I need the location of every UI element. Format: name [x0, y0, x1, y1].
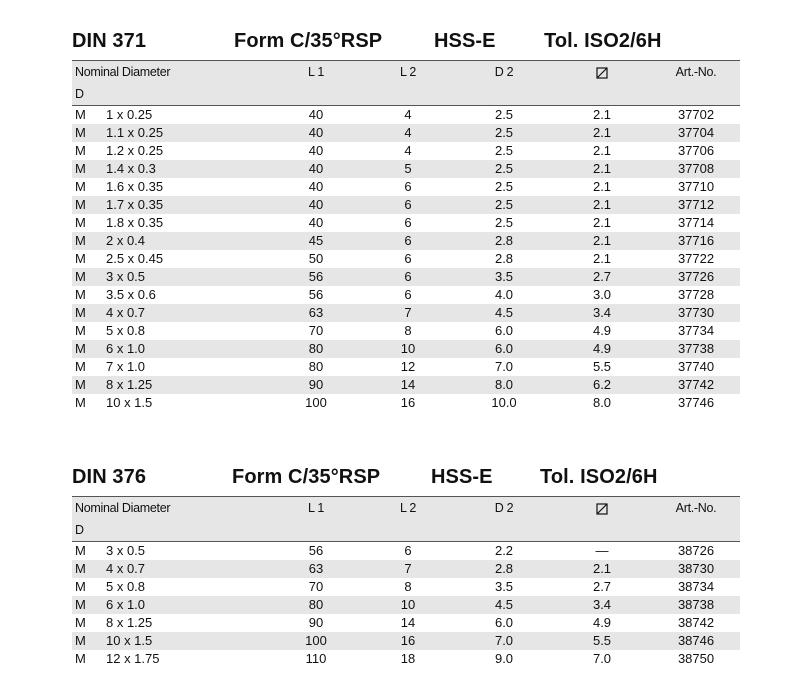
square-value: 2.1 [552, 196, 652, 214]
nominal-size: 1 x 0.25 [106, 107, 153, 122]
l2-value: 5 [360, 160, 456, 178]
thread-prefix: M [75, 323, 86, 338]
table-row [72, 394, 740, 412]
thread-prefix: M [75, 395, 86, 410]
thread-prefix: M [72, 268, 106, 286]
nominal-size: 10 x 1.5 [106, 632, 226, 650]
thread-prefix: M [72, 232, 106, 250]
art-no-value: 38734 [677, 579, 715, 594]
table-header-row [72, 497, 740, 520]
din371-table [72, 60, 740, 412]
l2-value: 6 [360, 196, 456, 214]
l1-value: 90 [308, 615, 324, 630]
l2-header: L 2 [360, 497, 456, 520]
l1-value: 100 [272, 632, 360, 650]
table-row [72, 358, 740, 376]
table-header-row [72, 61, 740, 84]
thread-prefix: M [75, 179, 86, 194]
art-no-header: Art.-No. [652, 61, 740, 84]
thread-prefix: M [75, 251, 86, 266]
art-no-value: 37708 [652, 160, 740, 178]
square-value: 7.0 [592, 651, 612, 666]
d2-value: 2.8 [456, 560, 552, 578]
table-row [72, 232, 740, 250]
table-row [72, 376, 740, 394]
l2-value: 6 [404, 287, 412, 302]
d2-value: 6.0 [456, 340, 552, 358]
nominal-size: 8 x 1.25 [106, 376, 226, 394]
tolerance-title: Tol. ISO2/6H [540, 466, 658, 488]
d2-header: D 2 [456, 497, 552, 520]
material-title: HSS-E [431, 466, 493, 488]
art-no-value: 37702 [677, 107, 715, 122]
d2-header: D 2 [456, 61, 552, 84]
art-no-value: 37728 [677, 287, 715, 302]
nominal-size: 3.5 x 0.6 [106, 287, 156, 302]
nominal-size: 3 x 0.5 [106, 268, 226, 286]
d2-value: 2.5 [456, 196, 552, 214]
d2-value: 3.5 [494, 579, 514, 594]
table-row [72, 250, 740, 268]
art-no-header: Art.-No. [652, 497, 740, 520]
thread-prefix: M [75, 579, 86, 594]
l1-value: 45 [272, 232, 360, 250]
square-value: 2.1 [552, 124, 652, 142]
l2-value: 6 [360, 232, 456, 250]
table-row [72, 542, 740, 561]
thread-prefix: M [72, 124, 106, 142]
l2-value: 6 [360, 268, 456, 286]
square-value: 4.9 [552, 340, 652, 358]
thread-prefix: M [75, 615, 86, 630]
l2-value: 8 [404, 579, 412, 594]
square-value: 3.0 [592, 287, 612, 302]
l1-value: 63 [272, 560, 360, 578]
square-value: 6.2 [552, 376, 652, 394]
l2-value: 14 [400, 615, 416, 630]
square-shank-icon [552, 61, 652, 84]
thread-prefix: M [75, 107, 86, 122]
square-value: 4.9 [592, 323, 612, 338]
table-row [72, 340, 740, 358]
nominal-size: 2.5 x 0.45 [106, 251, 164, 266]
square-value: 2.1 [552, 560, 652, 578]
art-no-value: 37712 [652, 196, 740, 214]
l1-value: 56 [308, 543, 324, 558]
nominal-size: 4 x 0.7 [106, 304, 226, 322]
table-row [72, 304, 740, 322]
l2-value: 18 [400, 651, 416, 666]
l2-value: 8 [404, 323, 412, 338]
l2-header: L 2 [360, 61, 456, 84]
l2-value: 4 [404, 107, 412, 122]
d2-value: 7.0 [494, 359, 514, 374]
table-row [72, 106, 740, 125]
thread-prefix: M [75, 543, 86, 558]
l1-value: 80 [272, 596, 360, 614]
nominal-size: 5 x 0.8 [106, 323, 146, 338]
d2-value: 2.5 [494, 179, 514, 194]
nominal-size: 8 x 1.25 [106, 615, 153, 630]
d2-value: 4.5 [456, 596, 552, 614]
d2-value: 4.5 [456, 304, 552, 322]
l1-value: 40 [272, 160, 360, 178]
table-row [72, 596, 740, 614]
art-no-value: 37710 [677, 179, 715, 194]
l1-header: L 1 [272, 497, 360, 520]
l2-value: 10 [360, 340, 456, 358]
square-value: 4.9 [592, 615, 612, 630]
square-value: 5.5 [552, 632, 652, 650]
din376-heading [72, 466, 740, 496]
thread-prefix: M [75, 143, 86, 158]
art-no-value: 38726 [677, 543, 715, 558]
art-no-value: 37730 [652, 304, 740, 322]
d2-value: 2.5 [456, 124, 552, 142]
thread-prefix: M [72, 560, 106, 578]
l1-value: 80 [272, 340, 360, 358]
art-no-value: 37714 [677, 215, 715, 230]
nominal-size: 2 x 0.4 [106, 232, 226, 250]
nominal-size: 1.1 x 0.25 [106, 124, 226, 142]
d2-value: 6.0 [494, 615, 514, 630]
art-no-value: 37726 [652, 268, 740, 286]
din376-rows [72, 542, 740, 669]
square-value: 2.1 [592, 179, 612, 194]
l2-value: 16 [360, 632, 456, 650]
l1-value: 56 [308, 287, 324, 302]
l2-value: 6 [404, 179, 412, 194]
l1-value: 90 [272, 376, 360, 394]
art-no-value: 37740 [677, 359, 715, 374]
square-value: 5.5 [592, 359, 612, 374]
d2-value: 2.5 [494, 107, 514, 122]
d2-value: 2.8 [456, 232, 552, 250]
l1-value: 40 [308, 179, 324, 194]
art-no-value: 38746 [652, 632, 740, 650]
d2-value: 6.0 [494, 323, 514, 338]
square-value: 2.1 [592, 215, 612, 230]
nominal-diameter-header: Nominal Diameter [72, 61, 226, 84]
tolerance-title: Tol. ISO2/6H [544, 30, 662, 52]
din371-section [72, 30, 740, 412]
square-value: 2.7 [592, 579, 612, 594]
l1-value: 50 [308, 251, 324, 266]
square-value: 2.7 [552, 268, 652, 286]
table-row [72, 650, 740, 668]
square-value: 8.0 [592, 395, 612, 410]
nominal-size: 4 x 0.7 [106, 560, 226, 578]
nominal-size: 12 x 1.75 [106, 651, 160, 666]
table-row [72, 268, 740, 286]
thread-prefix: M [75, 287, 86, 302]
l1-value: 110 [305, 651, 327, 666]
table-row [72, 632, 740, 650]
d2-value: 2.2 [494, 543, 514, 558]
d2-value: 3.5 [456, 268, 552, 286]
form-title: Form C/35°RSP [234, 30, 383, 52]
l2-value: 4 [360, 124, 456, 142]
din-standard-title: DIN 376 [72, 466, 147, 488]
din-standard-title: DIN 371 [72, 30, 147, 52]
l1-value: 63 [272, 304, 360, 322]
art-no-value: 38738 [652, 596, 740, 614]
l1-value: 40 [308, 143, 324, 158]
thread-prefix: M [75, 215, 86, 230]
din371-heading [72, 30, 740, 60]
d2-value: 8.0 [456, 376, 552, 394]
l2-value: 6 [404, 251, 412, 266]
form-title: Form C/35°RSP [232, 466, 381, 488]
square-value: — [595, 543, 609, 558]
thread-prefix: M [72, 304, 106, 322]
l1-value: 40 [308, 107, 324, 122]
nominal-size: 1.2 x 0.25 [106, 143, 164, 158]
thread-prefix: M [72, 340, 106, 358]
art-no-value: 38742 [677, 615, 715, 630]
square-value: 2.1 [592, 107, 612, 122]
l1-value: 56 [272, 268, 360, 286]
d2-value: 2.5 [456, 160, 552, 178]
table-row [72, 286, 740, 304]
l1-value: 40 [308, 215, 324, 230]
nominal-size: 5 x 0.8 [106, 579, 146, 594]
table-row [72, 142, 740, 160]
art-no-value: 37716 [652, 232, 740, 250]
table-row [72, 322, 740, 340]
d2-value: 2.8 [494, 251, 514, 266]
d2-value: 2.5 [494, 215, 514, 230]
nominal-size: 6 x 1.0 [106, 596, 226, 614]
l2-value: 16 [400, 395, 416, 410]
table-row [72, 178, 740, 196]
table-row [72, 160, 740, 178]
art-no-value: 37704 [652, 124, 740, 142]
l1-value: 70 [308, 323, 324, 338]
l2-value: 12 [400, 359, 416, 374]
d2-value: 2.5 [494, 143, 514, 158]
l2-value: 6 [404, 215, 412, 230]
table-row [72, 214, 740, 232]
art-no-value: 38730 [652, 560, 740, 578]
thread-prefix: M [75, 651, 86, 666]
nominal-size: 1.4 x 0.3 [106, 160, 226, 178]
thread-prefix: M [72, 596, 106, 614]
d-header: D [72, 519, 740, 542]
din376-section [72, 466, 740, 668]
l2-value: 6 [404, 543, 412, 558]
art-no-value: 37742 [652, 376, 740, 394]
l1-value: 80 [308, 359, 324, 374]
table-row [72, 196, 740, 214]
nominal-size: 1.8 x 0.35 [106, 215, 164, 230]
thread-prefix: M [72, 632, 106, 650]
material-title: HSS-E [434, 30, 496, 52]
art-no-value: 37734 [677, 323, 715, 338]
square-value: 2.1 [592, 143, 612, 158]
table-row [72, 560, 740, 578]
l1-value: 70 [308, 579, 324, 594]
nominal-size: 6 x 1.0 [106, 340, 226, 358]
l2-value: 14 [360, 376, 456, 394]
square-value: 2.1 [552, 232, 652, 250]
art-no-value: 37706 [677, 143, 715, 158]
l2-value: 10 [360, 596, 456, 614]
nominal-size: 1.6 x 0.35 [106, 179, 164, 194]
nominal-size: 10 x 1.5 [106, 395, 153, 410]
square-value: 3.4 [552, 596, 652, 614]
d2-value: 9.0 [494, 651, 514, 666]
l2-value: 4 [404, 143, 412, 158]
table-row [72, 124, 740, 142]
table-row [72, 578, 740, 596]
art-no-value: 37746 [677, 395, 715, 410]
art-no-value: 37722 [677, 251, 715, 266]
nominal-size: 7 x 1.0 [106, 359, 146, 374]
nominal-size: 3 x 0.5 [106, 543, 146, 558]
d2-value: 4.0 [494, 287, 514, 302]
din371-rows [72, 106, 740, 413]
l1-value: 100 [305, 395, 327, 410]
square-value: 2.1 [592, 251, 612, 266]
l2-value: 7 [360, 560, 456, 578]
l2-value: 7 [360, 304, 456, 322]
square-value: 3.4 [552, 304, 652, 322]
thread-prefix: M [72, 160, 106, 178]
d-header: D [72, 83, 740, 106]
table-row [72, 614, 740, 632]
d2-value: 10.0 [491, 395, 517, 410]
nominal-diameter-header: Nominal Diameter [72, 497, 226, 520]
l1-value: 40 [272, 124, 360, 142]
art-no-value: 37738 [652, 340, 740, 358]
square-shank-icon [552, 497, 652, 520]
d2-value: 7.0 [456, 632, 552, 650]
thread-prefix: M [72, 196, 106, 214]
nominal-size: 1.7 x 0.35 [106, 196, 226, 214]
square-value: 2.1 [552, 160, 652, 178]
art-no-value: 38750 [677, 651, 715, 666]
din376-table [72, 496, 740, 668]
thread-prefix: M [75, 359, 86, 374]
l1-header: L 1 [272, 61, 360, 84]
l1-value: 40 [272, 196, 360, 214]
thread-prefix: M [72, 376, 106, 394]
